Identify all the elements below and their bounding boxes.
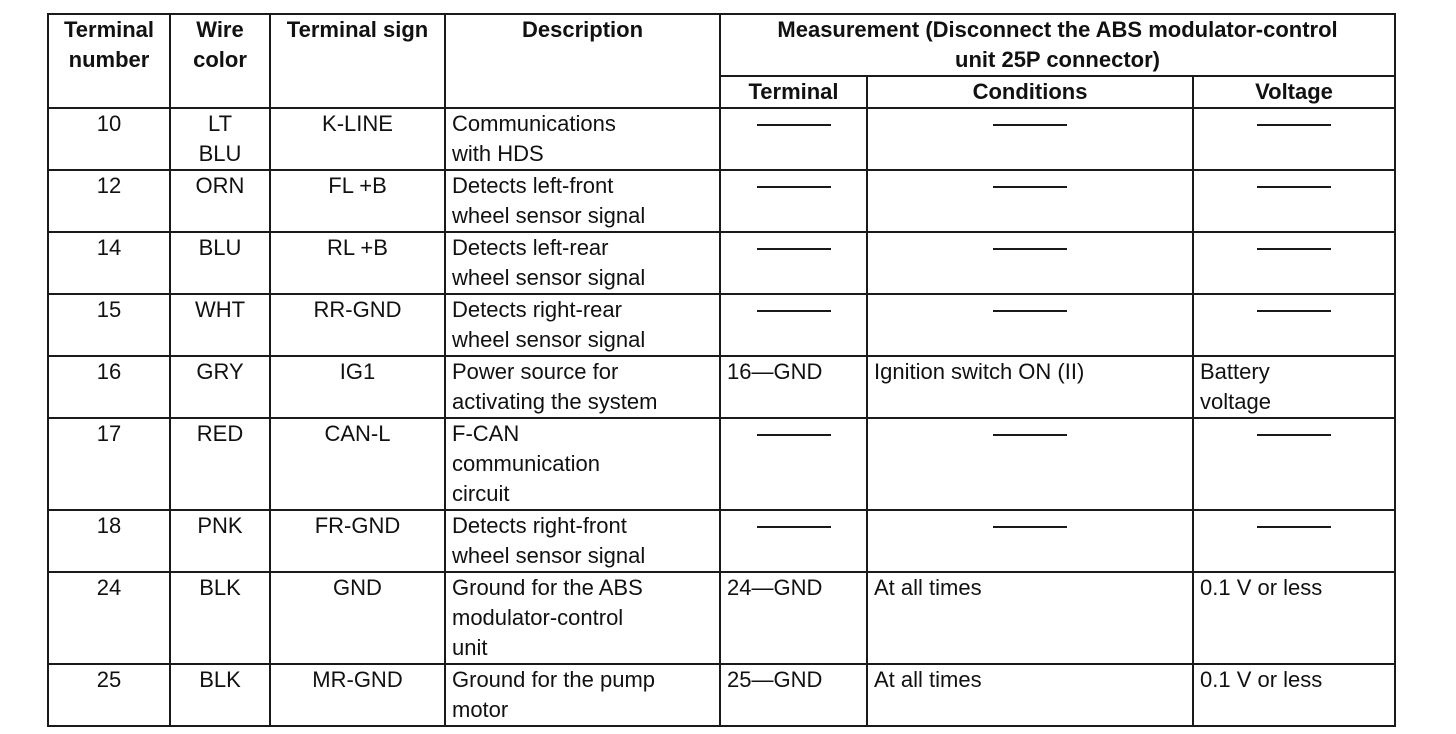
table-row (48, 572, 1395, 664)
voltage-cell (1193, 108, 1395, 170)
voltage-cell (1193, 418, 1395, 510)
voltage-cell (1193, 356, 1395, 418)
description-cell (445, 294, 720, 356)
not-applicable-dash (757, 526, 831, 528)
header-wire-color: Wire color (170, 14, 270, 108)
voltage-cell (1193, 232, 1395, 294)
wire-color-cell (170, 356, 270, 418)
description-cell-text: Detects left-front wheel sensor signal (452, 173, 646, 228)
measurement-terminal-cell-text: 16—GND (727, 359, 823, 384)
description-cell-text: Communications with HDS (452, 111, 616, 166)
wire-color-cell (170, 572, 270, 664)
terminal-sign-cell (270, 232, 445, 294)
wire-color-cell-text: PNK (197, 513, 243, 538)
terminal-number-cell (48, 572, 170, 664)
conditions-cell (867, 664, 1193, 726)
not-applicable-dash (1257, 186, 1331, 188)
terminal-number-cell-text: 24 (96, 575, 122, 600)
measurement-terminal-cell (720, 572, 867, 664)
terminal-number-cell (48, 232, 170, 294)
wire-color-cell (170, 418, 270, 510)
wire-color-cell-text: WHT (194, 297, 246, 322)
description-cell-text: Ground for the ABS modulator-control unit (452, 575, 643, 660)
terminal-sign-cell-text: CAN-L (324, 421, 391, 446)
terminal-sign-cell-text: MR-GND (312, 667, 403, 692)
description-cell-text: Detects right-rear wheel sensor signal (452, 297, 646, 352)
terminal-sign-cell (270, 108, 445, 170)
terminal-sign-cell-text: K-LINE (322, 111, 393, 136)
voltage-cell-text: 0.1 V or less (1200, 667, 1323, 692)
terminal-sign-cell (270, 418, 445, 510)
not-applicable-dash (1257, 310, 1331, 312)
conditions-cell (867, 510, 1193, 572)
not-applicable-dash (993, 248, 1067, 250)
description-cell (445, 664, 720, 726)
table-row (48, 418, 1395, 510)
terminal-number-cell (48, 664, 170, 726)
description-cell (445, 572, 720, 664)
terminal-sign-cell-text: RL +B (327, 235, 388, 260)
not-applicable-dash (993, 310, 1067, 312)
wire-color-cell (170, 108, 270, 170)
description-cell-text: Detects right-front wheel sensor signal (452, 513, 646, 568)
conditions-cell-text: Ignition switch ON (II) (874, 359, 1085, 384)
not-applicable-dash (993, 124, 1067, 126)
description-cell (445, 356, 720, 418)
terminal-sign-cell-text: FR-GND (314, 513, 401, 538)
header-terminal-number: Terminal number (48, 14, 170, 108)
measurement-terminal-cell (720, 108, 867, 170)
not-applicable-dash (757, 248, 831, 250)
table-row (48, 356, 1395, 418)
description-cell-text: Ground for the pump motor (452, 667, 656, 722)
conditions-cell (867, 356, 1193, 418)
wire-color-cell-text: BLK (199, 667, 241, 692)
description-cell-text: Detects left-rear wheel sensor signal (452, 235, 646, 290)
header-terminal-sign: Terminal sign (270, 14, 445, 108)
header-conditions: Conditions (867, 76, 1193, 108)
table-row (48, 664, 1395, 726)
terminal-sign-cell-text: RR-GND (313, 297, 402, 322)
description-cell (445, 108, 720, 170)
header-description: Description (445, 14, 720, 108)
description-cell (445, 510, 720, 572)
description-cell (445, 232, 720, 294)
conditions-cell (867, 572, 1193, 664)
table-row (48, 294, 1395, 356)
header-voltage: Voltage (1193, 76, 1395, 108)
wire-color-cell (170, 170, 270, 232)
not-applicable-dash (993, 526, 1067, 528)
wire-color-cell (170, 294, 270, 356)
voltage-cell (1193, 294, 1395, 356)
voltage-cell-text: Battery voltage (1200, 359, 1271, 414)
description-cell (445, 418, 720, 510)
terminal-number-cell-text: 10 (96, 111, 122, 136)
conditions-cell (867, 418, 1193, 510)
conditions-cell-text: At all times (874, 575, 982, 600)
terminal-number-cell (48, 108, 170, 170)
wire-color-cell-text: LT BLU (198, 111, 242, 166)
wire-color-cell-text: RED (196, 421, 244, 446)
terminal-number-cell (48, 356, 170, 418)
conditions-cell (867, 108, 1193, 170)
terminal-sign-cell-text: FL +B (328, 173, 387, 198)
wire-color-cell (170, 510, 270, 572)
voltage-cell (1193, 170, 1395, 232)
terminal-sign-cell-text: GND (333, 575, 382, 600)
table-row (48, 510, 1395, 572)
measurement-terminal-cell (720, 232, 867, 294)
terminal-number-cell (48, 170, 170, 232)
conditions-cell-text: At all times (874, 667, 982, 692)
terminal-sign-cell (270, 510, 445, 572)
terminal-sign-cell (270, 356, 445, 418)
table-row (48, 170, 1395, 232)
voltage-cell (1193, 510, 1395, 572)
table-body (48, 108, 1395, 726)
wire-color-cell-text: BLK (199, 575, 241, 600)
voltage-cell (1193, 664, 1395, 726)
description-cell-text: F-CAN communication circuit (452, 421, 600, 506)
header-terminal: Terminal (720, 76, 867, 108)
table-header (48, 14, 1395, 108)
header-measurement: Measurement (Disconnect the ABS modulator-control unit 25P connector) (720, 14, 1395, 76)
wire-color-cell-text: GRY (196, 359, 244, 384)
not-applicable-dash (757, 310, 831, 312)
not-applicable-dash (993, 434, 1067, 436)
not-applicable-dash (1257, 124, 1331, 126)
terminal-sign-cell-text: IG1 (339, 359, 376, 384)
not-applicable-dash (1257, 434, 1331, 436)
description-cell-text: Power source for activating the system (452, 359, 658, 414)
measurement-terminal-cell (720, 170, 867, 232)
voltage-cell-text: 0.1 V or less (1200, 575, 1323, 600)
wire-color-cell (170, 232, 270, 294)
measurement-terminal-cell (720, 356, 867, 418)
not-applicable-dash (757, 186, 831, 188)
terminal-number-cell-text: 17 (96, 421, 122, 446)
voltage-cell (1193, 572, 1395, 664)
conditions-cell (867, 294, 1193, 356)
not-applicable-dash (757, 434, 831, 436)
terminal-number-cell (48, 418, 170, 510)
not-applicable-dash (1257, 526, 1331, 528)
terminal-number-cell (48, 294, 170, 356)
table-row (48, 108, 1395, 170)
terminal-number-cell-text: 25 (96, 667, 122, 692)
conditions-cell (867, 170, 1193, 232)
terminal-sign-cell (270, 294, 445, 356)
terminal-sign-cell (270, 170, 445, 232)
table-row (48, 232, 1395, 294)
terminal-number-cell-text: 14 (96, 235, 122, 260)
not-applicable-dash (757, 124, 831, 126)
terminal-number-cell-text: 18 (96, 513, 122, 538)
terminal-sign-cell (270, 664, 445, 726)
measurement-terminal-cell-text: 24—GND (727, 575, 823, 600)
not-applicable-dash (993, 186, 1067, 188)
not-applicable-dash (1257, 248, 1331, 250)
terminal-number-cell (48, 510, 170, 572)
wire-color-cell-text: BLU (198, 235, 242, 260)
measurement-terminal-cell-text: 25—GND (727, 667, 823, 692)
header-row-main (48, 14, 1395, 76)
wire-color-cell (170, 664, 270, 726)
description-cell (445, 170, 720, 232)
measurement-terminal-cell (720, 294, 867, 356)
terminal-number-cell-text: 16 (96, 359, 122, 384)
wire-color-cell-text: ORN (195, 173, 245, 198)
measurement-terminal-cell (720, 510, 867, 572)
terminal-number-cell-text: 15 (96, 297, 122, 322)
measurement-terminal-cell (720, 418, 867, 510)
terminal-sign-cell (270, 572, 445, 664)
terminal-number-cell-text: 12 (96, 173, 122, 198)
conditions-cell (867, 232, 1193, 294)
terminal-table (47, 13, 1396, 727)
measurement-terminal-cell (720, 664, 867, 726)
